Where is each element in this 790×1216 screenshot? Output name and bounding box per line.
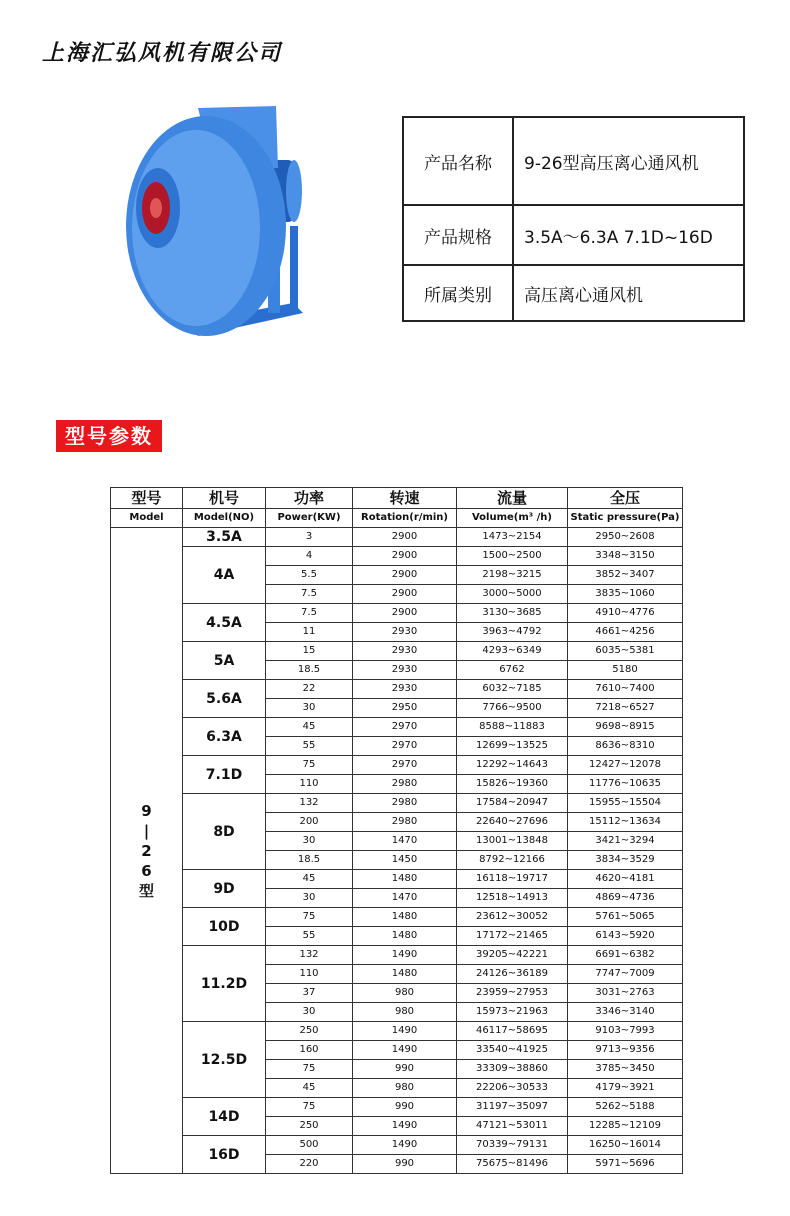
power-cell: 75 bbox=[266, 1060, 353, 1079]
power-cell: 22 bbox=[266, 680, 353, 699]
rotation-cell: 2900 bbox=[353, 585, 457, 604]
power-cell: 3 bbox=[266, 528, 353, 547]
power-cell: 45 bbox=[266, 870, 353, 889]
spec-table bbox=[110, 487, 683, 1174]
pressure-cell: 3421~3294 bbox=[568, 832, 683, 851]
machine-no-cell: 5A bbox=[183, 642, 266, 680]
spec-body bbox=[111, 528, 683, 1174]
rotation-cell: 980 bbox=[353, 1003, 457, 1022]
rotation-cell: 1480 bbox=[353, 908, 457, 927]
volume-cell: 1473~2154 bbox=[457, 528, 568, 547]
table-row bbox=[111, 794, 683, 813]
pressure-cell: 7218~6527 bbox=[568, 699, 683, 718]
pressure-cell: 3852~3407 bbox=[568, 566, 683, 585]
header-no: 机号 bbox=[183, 488, 266, 509]
section-title: 型号参数 bbox=[56, 420, 162, 452]
pressure-cell: 5761~5065 bbox=[568, 908, 683, 927]
power-cell: 7.5 bbox=[266, 604, 353, 623]
volume-cell: 23959~27953 bbox=[457, 984, 568, 1003]
power-cell: 45 bbox=[266, 1079, 353, 1098]
rotation-cell: 990 bbox=[353, 1098, 457, 1117]
machine-no-cell: 4.5A bbox=[183, 604, 266, 642]
machine-no-cell: 4A bbox=[183, 547, 266, 604]
volume-cell: 24126~36189 bbox=[457, 965, 568, 984]
info-label: 所属类别 bbox=[403, 265, 513, 321]
info-value: 3.5A～6.3A 7.1D~16D bbox=[513, 205, 744, 265]
volume-cell: 15973~21963 bbox=[457, 1003, 568, 1022]
table-row bbox=[111, 908, 683, 927]
rotation-cell: 2900 bbox=[353, 566, 457, 585]
info-row bbox=[403, 205, 744, 265]
pressure-cell: 3031~2763 bbox=[568, 984, 683, 1003]
header-pressure: 全压 bbox=[568, 488, 683, 509]
machine-no-cell: 12.5D bbox=[183, 1022, 266, 1098]
power-cell: 75 bbox=[266, 908, 353, 927]
power-cell: 5.5 bbox=[266, 566, 353, 585]
power-cell: 55 bbox=[266, 737, 353, 756]
header-power-en: Power(KW) bbox=[266, 509, 353, 528]
rotation-cell: 2930 bbox=[353, 642, 457, 661]
rotation-cell: 2980 bbox=[353, 794, 457, 813]
machine-no-cell: 7.1D bbox=[183, 756, 266, 794]
table-row bbox=[111, 870, 683, 889]
machine-no-cell: 14D bbox=[183, 1098, 266, 1136]
power-cell: 30 bbox=[266, 889, 353, 908]
info-row bbox=[403, 265, 744, 321]
power-cell: 160 bbox=[266, 1041, 353, 1060]
pressure-cell: 15112~13634 bbox=[568, 813, 683, 832]
model-cell bbox=[111, 528, 183, 1174]
power-cell: 18.5 bbox=[266, 851, 353, 870]
machine-no-cell: 6.3A bbox=[183, 718, 266, 756]
power-cell: 250 bbox=[266, 1117, 353, 1136]
product-info-table bbox=[402, 116, 745, 322]
rotation-cell: 1480 bbox=[353, 870, 457, 889]
rotation-cell: 1490 bbox=[353, 1117, 457, 1136]
rotation-cell: 2980 bbox=[353, 813, 457, 832]
pressure-cell: 11776~10635 bbox=[568, 775, 683, 794]
pressure-cell: 2950~2608 bbox=[568, 528, 683, 547]
pressure-cell: 15955~15504 bbox=[568, 794, 683, 813]
model-char: | bbox=[143, 821, 150, 840]
volume-cell: 12292~14643 bbox=[457, 756, 568, 775]
power-cell: 7.5 bbox=[266, 585, 353, 604]
rotation-cell: 1490 bbox=[353, 1136, 457, 1155]
power-cell: 45 bbox=[266, 718, 353, 737]
pressure-cell: 5262~5188 bbox=[568, 1098, 683, 1117]
pressure-cell: 3346~3140 bbox=[568, 1003, 683, 1022]
rotation-cell: 1480 bbox=[353, 927, 457, 946]
info-value: 9-26型高压离心通风机 bbox=[513, 117, 744, 205]
model-char: 型 bbox=[138, 881, 154, 900]
table-row bbox=[111, 946, 683, 965]
table-row bbox=[111, 680, 683, 699]
machine-no-cell: 11.2D bbox=[183, 946, 266, 1022]
pressure-cell: 9698~8915 bbox=[568, 718, 683, 737]
volume-cell: 3130~3685 bbox=[457, 604, 568, 623]
volume-cell: 1500~2500 bbox=[457, 547, 568, 566]
volume-cell: 8792~12166 bbox=[457, 851, 568, 870]
table-row bbox=[111, 718, 683, 737]
rotation-cell: 2930 bbox=[353, 680, 457, 699]
header-row-en bbox=[111, 509, 683, 528]
volume-cell: 31197~35097 bbox=[457, 1098, 568, 1117]
table-row bbox=[111, 547, 683, 566]
power-cell: 132 bbox=[266, 794, 353, 813]
volume-cell: 75675~81496 bbox=[457, 1155, 568, 1174]
pressure-cell: 6035~5381 bbox=[568, 642, 683, 661]
volume-cell: 70339~79131 bbox=[457, 1136, 568, 1155]
table-row bbox=[111, 528, 683, 547]
model-char: 2 bbox=[141, 841, 152, 860]
volume-cell: 12699~13525 bbox=[457, 737, 568, 756]
volume-cell: 17172~21465 bbox=[457, 927, 568, 946]
volume-cell: 23612~30052 bbox=[457, 908, 568, 927]
rotation-cell: 1490 bbox=[353, 1041, 457, 1060]
pressure-cell: 5180 bbox=[568, 661, 683, 680]
header-row-cn bbox=[111, 488, 683, 509]
pressure-cell: 4869~4736 bbox=[568, 889, 683, 908]
rotation-cell: 2970 bbox=[353, 718, 457, 737]
info-value: 高压离心通风机 bbox=[513, 265, 744, 321]
rotation-cell: 1490 bbox=[353, 1022, 457, 1041]
pressure-cell: 7610~7400 bbox=[568, 680, 683, 699]
pressure-cell: 4910~4776 bbox=[568, 604, 683, 623]
header-rotation-en: Rotation(r/min) bbox=[353, 509, 457, 528]
model-char: 6 bbox=[141, 861, 152, 880]
power-cell: 110 bbox=[266, 965, 353, 984]
volume-cell: 8588~11883 bbox=[457, 718, 568, 737]
pressure-cell: 12285~12109 bbox=[568, 1117, 683, 1136]
table-row bbox=[111, 1098, 683, 1117]
pressure-cell: 9713~9356 bbox=[568, 1041, 683, 1060]
machine-no-cell: 9D bbox=[183, 870, 266, 908]
header-model-en: Model bbox=[111, 509, 183, 528]
rotation-cell: 2930 bbox=[353, 661, 457, 680]
rotation-cell: 2970 bbox=[353, 737, 457, 756]
power-cell: 200 bbox=[266, 813, 353, 832]
rotation-cell: 1480 bbox=[353, 965, 457, 984]
rotation-cell: 2970 bbox=[353, 756, 457, 775]
pressure-cell: 12427~12078 bbox=[568, 756, 683, 775]
power-cell: 220 bbox=[266, 1155, 353, 1174]
rotation-cell: 2900 bbox=[353, 604, 457, 623]
header-no-en: Model(NO) bbox=[183, 509, 266, 528]
table-row bbox=[111, 1136, 683, 1155]
rotation-cell: 990 bbox=[353, 1155, 457, 1174]
pressure-cell: 5971~5696 bbox=[568, 1155, 683, 1174]
pressure-cell: 9103~7993 bbox=[568, 1022, 683, 1041]
rotation-cell: 2900 bbox=[353, 528, 457, 547]
pressure-cell: 3348~3150 bbox=[568, 547, 683, 566]
volume-cell: 6762 bbox=[457, 661, 568, 680]
power-cell: 30 bbox=[266, 1003, 353, 1022]
power-cell: 11 bbox=[266, 623, 353, 642]
info-label: 产品名称 bbox=[403, 117, 513, 205]
power-cell: 18.5 bbox=[266, 661, 353, 680]
rotation-cell: 980 bbox=[353, 984, 457, 1003]
info-row bbox=[403, 117, 744, 205]
volume-cell: 4293~6349 bbox=[457, 642, 568, 661]
rotation-cell: 980 bbox=[353, 1079, 457, 1098]
machine-no-cell: 8D bbox=[183, 794, 266, 870]
header-volume-en: Volume(m³ /h) bbox=[457, 509, 568, 528]
volume-cell: 33540~41925 bbox=[457, 1041, 568, 1060]
header-power: 功率 bbox=[266, 488, 353, 509]
pressure-cell: 8636~8310 bbox=[568, 737, 683, 756]
volume-cell: 22206~30533 bbox=[457, 1079, 568, 1098]
pressure-cell: 4661~4256 bbox=[568, 623, 683, 642]
volume-cell: 12518~14913 bbox=[457, 889, 568, 908]
machine-no-cell: 10D bbox=[183, 908, 266, 946]
pressure-cell: 3835~1060 bbox=[568, 585, 683, 604]
volume-cell: 33309~38860 bbox=[457, 1060, 568, 1079]
power-cell: 30 bbox=[266, 832, 353, 851]
rotation-cell: 1490 bbox=[353, 946, 457, 965]
volume-cell: 7766~9500 bbox=[457, 699, 568, 718]
power-cell: 110 bbox=[266, 775, 353, 794]
power-cell: 15 bbox=[266, 642, 353, 661]
rotation-cell: 2980 bbox=[353, 775, 457, 794]
volume-cell: 15826~19360 bbox=[457, 775, 568, 794]
header-model: 型号 bbox=[111, 488, 183, 509]
volume-cell: 22640~27696 bbox=[457, 813, 568, 832]
volume-cell: 46117~58695 bbox=[457, 1022, 568, 1041]
power-cell: 250 bbox=[266, 1022, 353, 1041]
volume-cell: 39205~42221 bbox=[457, 946, 568, 965]
pressure-cell: 4179~3921 bbox=[568, 1079, 683, 1098]
power-cell: 4 bbox=[266, 547, 353, 566]
power-cell: 37 bbox=[266, 984, 353, 1003]
pressure-cell: 3785~3450 bbox=[568, 1060, 683, 1079]
volume-cell: 3963~4792 bbox=[457, 623, 568, 642]
power-cell: 132 bbox=[266, 946, 353, 965]
rotation-cell: 2900 bbox=[353, 547, 457, 566]
table-row bbox=[111, 756, 683, 775]
volume-cell: 2198~3215 bbox=[457, 566, 568, 585]
volume-cell: 3000~5000 bbox=[457, 585, 568, 604]
pressure-cell: 6691~6382 bbox=[568, 946, 683, 965]
company-name: 上海汇弘风机有限公司 bbox=[42, 40, 283, 66]
header-pressure-en: Static pressure(Pa) bbox=[568, 509, 683, 528]
table-row bbox=[111, 604, 683, 623]
pressure-cell: 16250~16014 bbox=[568, 1136, 683, 1155]
power-cell: 55 bbox=[266, 927, 353, 946]
rotation-cell: 990 bbox=[353, 1060, 457, 1079]
centrifugal-fan-image bbox=[118, 98, 318, 348]
machine-no-cell: 16D bbox=[183, 1136, 266, 1174]
pressure-cell: 6143~5920 bbox=[568, 927, 683, 946]
volume-cell: 17584~20947 bbox=[457, 794, 568, 813]
rotation-cell: 2930 bbox=[353, 623, 457, 642]
volume-cell: 16118~19717 bbox=[457, 870, 568, 889]
power-cell: 500 bbox=[266, 1136, 353, 1155]
table-row bbox=[111, 1022, 683, 1041]
header-rotation: 转速 bbox=[353, 488, 457, 509]
volume-cell: 47121~53011 bbox=[457, 1117, 568, 1136]
power-cell: 30 bbox=[266, 699, 353, 718]
table-row bbox=[111, 642, 683, 661]
power-cell: 75 bbox=[266, 756, 353, 775]
pressure-cell: 7747~7009 bbox=[568, 965, 683, 984]
volume-cell: 13001~13848 bbox=[457, 832, 568, 851]
rotation-cell: 1450 bbox=[353, 851, 457, 870]
fan-leg-2 bbox=[290, 226, 298, 311]
model-char: 9 bbox=[141, 801, 152, 820]
pressure-cell: 3834~3529 bbox=[568, 851, 683, 870]
header-volume: 流量 bbox=[457, 488, 568, 509]
power-cell: 75 bbox=[266, 1098, 353, 1117]
rotation-cell: 1470 bbox=[353, 832, 457, 851]
machine-no-cell: 3.5A bbox=[183, 528, 266, 547]
rotation-cell: 1470 bbox=[353, 889, 457, 908]
info-label: 产品规格 bbox=[403, 205, 513, 265]
machine-no-cell: 5.6A bbox=[183, 680, 266, 718]
pressure-cell: 4620~4181 bbox=[568, 870, 683, 889]
rotation-cell: 2950 bbox=[353, 699, 457, 718]
volume-cell: 6032~7185 bbox=[457, 680, 568, 699]
